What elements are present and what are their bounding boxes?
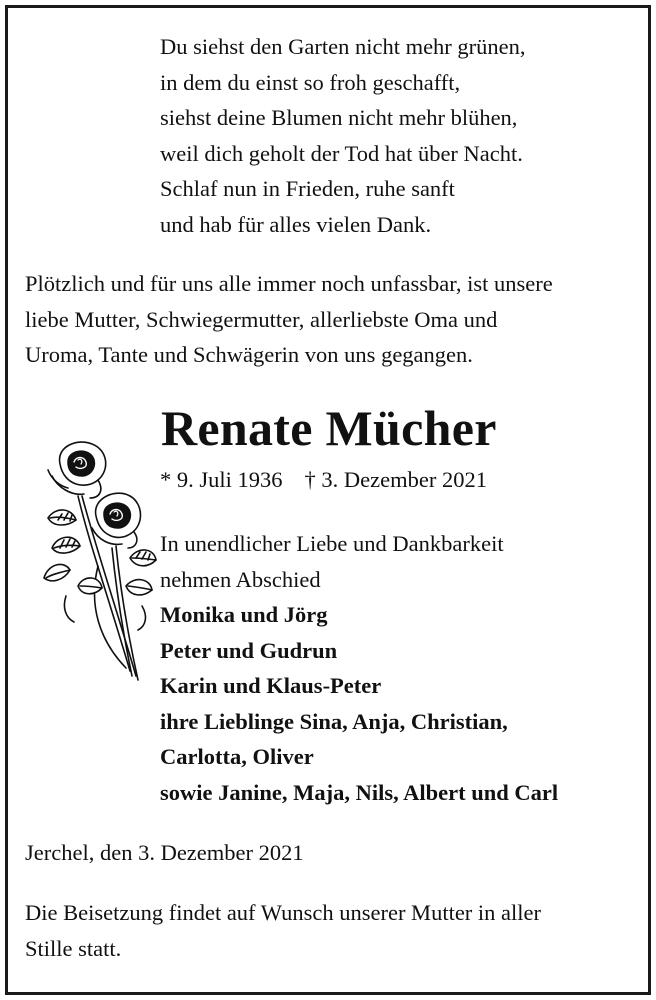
farewell-intro-line: nehmen Abschied [160, 566, 321, 592]
burial-line: Die Beisetzung findet auf Wunsch unserer Mutter in aller [25, 900, 542, 925]
poem-line: siehst deine Blumen nicht mehr blühen, [160, 105, 518, 130]
mourner-line: Carlotta, Oliver [160, 744, 314, 769]
poem-line: in dem du einst so froh geschafft, [160, 69, 461, 95]
poem-line: und hab für alles vielen Dank. [160, 211, 432, 237]
poem-line: Du siehst den Garten nicht mehr grünen, [160, 34, 526, 59]
mourner-line: Peter und Gudrun [160, 637, 338, 663]
death-date: † 3. Dezember 2021 [304, 467, 487, 492]
mourner-line: sowie Janine, Maja, Nils, Albert und Carl [160, 779, 559, 805]
burial-line: Stille statt. [25, 935, 122, 961]
mourner-line: Monika und Jörg [160, 602, 328, 627]
burial-notice [25, 895, 541, 966]
announcement-text [25, 266, 625, 373]
mourner-line: ihre Lieblinge Sina, Anja, Christian, [160, 708, 508, 734]
farewell-intro-line: In unendlicher Liebe und Dankbarkeit [160, 531, 504, 556]
poem-line: Schlaf nun in Frieden, ruhe sanft [160, 176, 455, 201]
roses-icon [38, 436, 158, 688]
announcement-line: liebe Mutter, Schwiegermutter, allerliebste Oma und [25, 306, 498, 332]
poem-line: weil dich geholt der Tod hat über Nacht. [160, 140, 523, 166]
deceased-name: Renate Mücher [161, 400, 497, 456]
announcement-line: Uroma, Tante und Schwägerin von uns gegangen. [25, 342, 473, 367]
poem [160, 29, 526, 242]
mourner-line: Karin und Klaus-Peter [160, 673, 382, 698]
place-date: Jerchel, den 3. Dezember 2021 [25, 840, 304, 865]
life-dates [160, 464, 487, 496]
farewell-block [160, 526, 558, 810]
birth-date: * 9. Juli 1936 [160, 467, 283, 492]
announcement-line: Plötzlich und für uns alle immer noch unfassbar, ist unsere [25, 271, 553, 296]
